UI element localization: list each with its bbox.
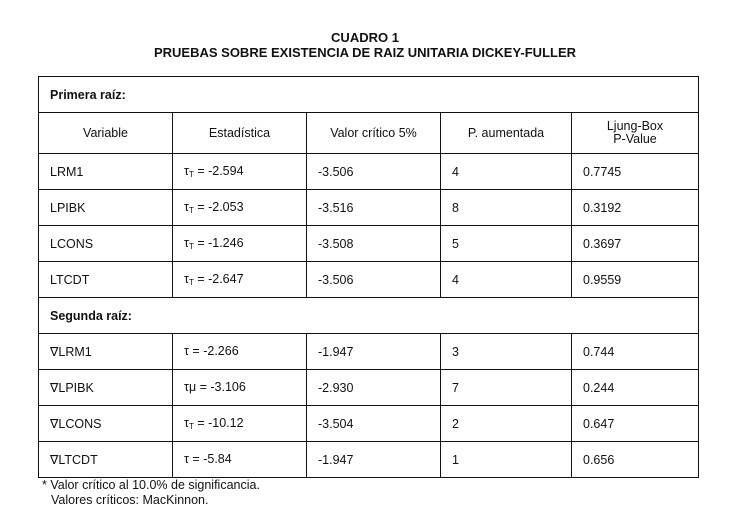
cell-p-value: 0.9559 [572,262,699,298]
column-header-augmented-lags: P. aumentada [441,113,572,154]
stat-value: = -2.647 [193,272,244,286]
cell-variable: ∇LPIBK [39,370,173,406]
table-row [39,262,699,298]
cell-variable: LTCDT [39,262,173,298]
stat-value: = -3.106 [196,380,246,394]
cell-p-value: 0.3192 [572,190,699,226]
table-row [39,190,699,226]
cell-statistic [173,442,307,478]
cell-p-value: 0.656 [572,442,699,478]
cell-augmented-lags: 5 [441,226,572,262]
cell-augmented-lags: 4 [441,262,572,298]
table-title: CUADRO 1 [331,30,399,45]
cell-statistic [173,262,307,298]
section-header-row [39,298,699,334]
cell-p-value: 0.7745 [572,154,699,190]
section-header-row [39,77,699,113]
cell-variable: LRM1 [39,154,173,190]
column-header-ljung-box [572,113,699,154]
stat-value: = -5.84 [188,452,232,466]
column-header-ljung-box-line2: P-Value [613,132,657,146]
stat-value: = -10.12 [193,416,244,430]
cell-p-value: 0.744 [572,334,699,370]
table-row [39,442,699,478]
cell-variable: ∇LTCDT [39,442,173,478]
cell-variable: LPIBK [39,190,173,226]
cell-augmented-lags: 1 [441,442,572,478]
section-label: Segunda raíz: [39,298,699,334]
cell-statistic [173,154,307,190]
cell-statistic [173,370,307,406]
cell-augmented-lags: 7 [441,370,572,406]
column-header-ljung-box-line1: Ljung-Box [606,119,664,133]
cell-p-value: 0.244 [572,370,699,406]
footnote-source: Valores críticos: MacKinnon. [51,493,209,507]
table-subtitle: PRUEBAS SOBRE EXISTENCIA DE RAIZ UNITARIA DICKEY-FULLER [153,45,577,60]
stat-value: = -2.266 [188,344,239,358]
stat-symbol: τ [184,452,189,466]
cell-critical-value: -1.947 [307,334,441,370]
cell-p-value: 0.647 [572,406,699,442]
stat-symbol: τ [184,416,189,430]
stat-symbol: τ [184,344,189,358]
cell-critical-value: -3.516 [307,190,441,226]
cell-critical-value: -3.506 [307,154,441,190]
cell-critical-value: -3.508 [307,226,441,262]
stat-value: = -2.053 [193,200,244,214]
table-row [39,406,699,442]
cell-variable: ∇LCONS [39,406,173,442]
footnote-critical-value: * Valor crítico al 10.0% de significancia. [42,478,260,492]
stat-symbol: τ [184,164,189,178]
stat-subscript: T [188,170,194,179]
cell-critical-value: -3.504 [307,406,441,442]
cell-augmented-lags: 4 [441,154,572,190]
cell-statistic [173,406,307,442]
cell-statistic [173,190,307,226]
cell-variable: ∇LRM1 [39,334,173,370]
stat-symbol: τ [184,272,189,286]
cell-variable: LCONS [39,226,173,262]
table-row [39,154,699,190]
stat-symbol: τμ [184,380,197,394]
stat-symbol: τ [184,200,189,214]
table-row [39,226,699,262]
section-label: Primera raíz: [39,77,699,113]
column-header-statistic: Estadística [173,113,307,154]
stat-subscript: T [188,242,194,251]
cell-augmented-lags: 2 [441,406,572,442]
stat-subscript: T [188,206,194,215]
cell-critical-value: -2.930 [307,370,441,406]
cell-p-value: 0.3697 [572,226,699,262]
cell-critical-value: -1.947 [307,442,441,478]
dickey-fuller-table [38,76,699,478]
stat-value: = -2.594 [193,164,244,178]
cell-critical-value: -3.506 [307,262,441,298]
table-row [39,370,699,406]
cell-statistic [173,334,307,370]
column-header-row [39,113,699,154]
stat-value: = -1.246 [193,236,244,250]
column-header-critical-value: Valor crítico 5% [307,113,441,154]
stat-subscript: T [188,278,194,287]
column-header-variable: Variable [39,113,173,154]
stat-symbol: τ [184,236,189,250]
cell-augmented-lags: 3 [441,334,572,370]
stat-subscript: T [188,422,194,431]
cell-statistic [173,226,307,262]
table-row [39,334,699,370]
cell-augmented-lags: 8 [441,190,572,226]
